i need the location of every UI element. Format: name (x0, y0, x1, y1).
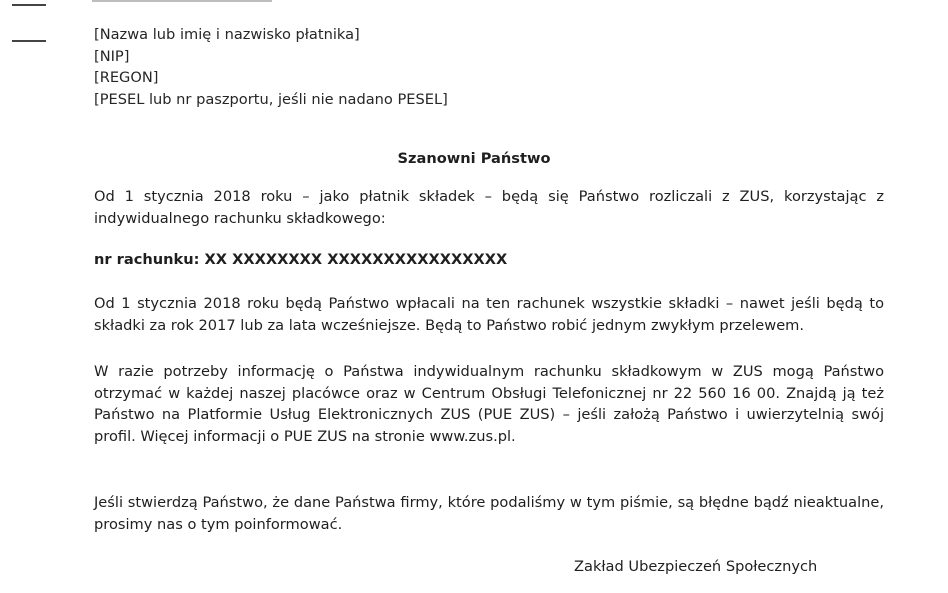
fold-mark (12, 40, 46, 42)
payer-name-placeholder: [Nazwa lub imię i nazwisko płatnika] (94, 26, 360, 43)
paragraph-intro: Od 1 stycznia 2018 roku – jako płatnik składek – będą się Państwo rozliczali z ZUS, korzystając z indywidualnego rachunku składkowego: (94, 188, 884, 227)
pesel-placeholder: [PESEL lub nr paszportu, jeśli nie nadano PESEL] (94, 90, 448, 108)
paragraph-data-correction: Jeśli stwierdzą Państwo, że dane Państwa firmy, które podaliśmy w tym piśmie, są błędne bądź nieaktualne, prosimy nas o tym poinformować. (94, 494, 884, 533)
paragraph-payments: Od 1 stycznia 2018 roku będą Państwo wpłacali na ten rachunek wszystkie składki – nawet jeśli będą to składki za rok 2017 lub za lata wcześniejsze. Będą to Państwo robić jednym zwykłym przelewem. (94, 295, 884, 334)
nip-placeholder: [NIP] (94, 47, 130, 65)
fold-mark (12, 4, 46, 6)
letter-greeting: Szanowni Państwo (397, 150, 551, 167)
payer-address-block (94, 24, 448, 110)
regon-placeholder: [REGON] (94, 69, 159, 86)
signature-line: Zakład Ubezpieczeń Społecznych (574, 558, 818, 575)
paragraph-information: W razie potrzeby informację o Państwa indywidualnym rachunku składkowym w ZUS mogą Państwo otrzymać w każdej naszej placówce oraz w Centrum Obsługi Telefonicznej nr 22 560 16 00. Znajdą ją też Państwo na Platformie Usług Elektronicznych ZUS (PUE ZUS) – jeśli założą Państwo i uwierzytelnią swój profil. Więcej informacji o PUE ZUS na stronie www.zus.pl. (94, 363, 884, 445)
account-number-line: nr rachunku: XX XXXXXXXX XXXXXXXXXXXXXXXX (94, 251, 508, 268)
header-rule (92, 0, 272, 2)
